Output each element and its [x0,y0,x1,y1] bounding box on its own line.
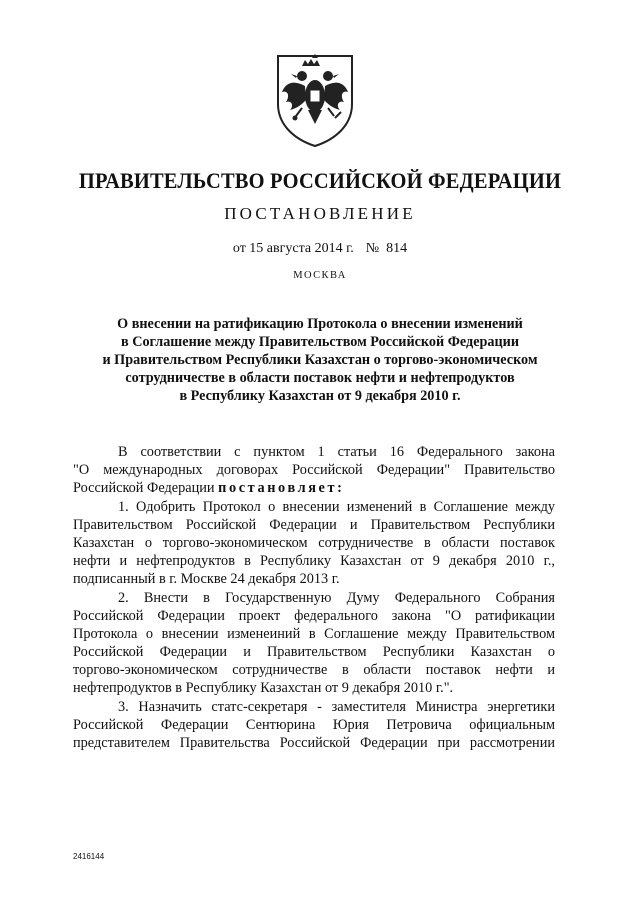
subject-line: сотрудничестве в области поставок нефти и нефтепродуктов [125,370,515,386]
document-code: 2416144 [73,852,105,861]
document-type: ПОСТАНОВЛЕНИЕ [224,204,416,223]
document-date-number [0,241,640,257]
body-line: представителем Правительства Российской Федерации при рассмотрении [73,735,555,751]
subject-line: в Соглашение между Правительством Российской Федерации [120,334,520,350]
body-line: Казахстан о торгово-экономическом сотрудничестве в области поставок [73,534,555,551]
document-subject [60,315,580,405]
subject-line: О внесении на ратификацию Протокола о внесении изменений [117,316,523,332]
body-line: нефти и нефтепродуктов в Республику Казахстан от 9 декабря 2010 г., [73,553,555,570]
body-line: Российской Федерации и Правительством Республики Казахстан о [73,644,555,661]
body-line: В соответствии с пунктом 1 статьи 16 Федерального закона [118,444,555,460]
number-sign: № [365,241,380,256]
body-line: 3. Назначить статс-секретаря - заместителя Министра энергетики [118,698,555,715]
subject-line: в Республику Казахстан от 9 декабря 2010 г. [179,388,461,404]
body-line: нефтепродуктов в Республику Казахстан от 9 декабря 2010 г.". [73,680,454,697]
document-number: 814 [386,241,408,256]
body-line: "О международных договорах Российской Федерации" Правительство [73,462,555,479]
body-line: подписанный в г. Москве 24 декабря 2013 г. [73,571,340,588]
body-line: 2. Внести в Государственную Думу Федерального Собрания [118,589,555,606]
document-date: от 15 августа 2014 г. [232,241,354,256]
body-line: торгово-экономическом сотрудничестве в области поставок нефти и [73,662,555,679]
body-line: 1. Одобрить Протокол о внесении изменений в Соглашение между [118,498,555,515]
body-line [73,479,555,497]
government-title: ПРАВИТЕЛЬСТВО РОССИЙСКОЙ ФЕДЕРАЦИИ [78,168,562,193]
body-line: Российской Федерации Сентюрина Юрия Петровича официальным [73,716,555,733]
body-line: Протокола о внесении изменеиний в Соглашение между Правительством [73,625,555,642]
subject-line: и Правительством Республики Казахстан о торгово-экономическом [102,352,538,368]
intro-end-text: Российской Федерации [73,480,219,497]
document-city: МОСКВА [293,270,347,281]
coat-of-arms-emblem [272,52,358,148]
decree-word: постановляет: [218,480,345,497]
body-line: Российской Федерации проект федерального закона "О ратификации [73,607,555,624]
document-body [73,443,555,752]
body-line: Правительством Российской Федерации и Правительством Республики [73,516,555,533]
